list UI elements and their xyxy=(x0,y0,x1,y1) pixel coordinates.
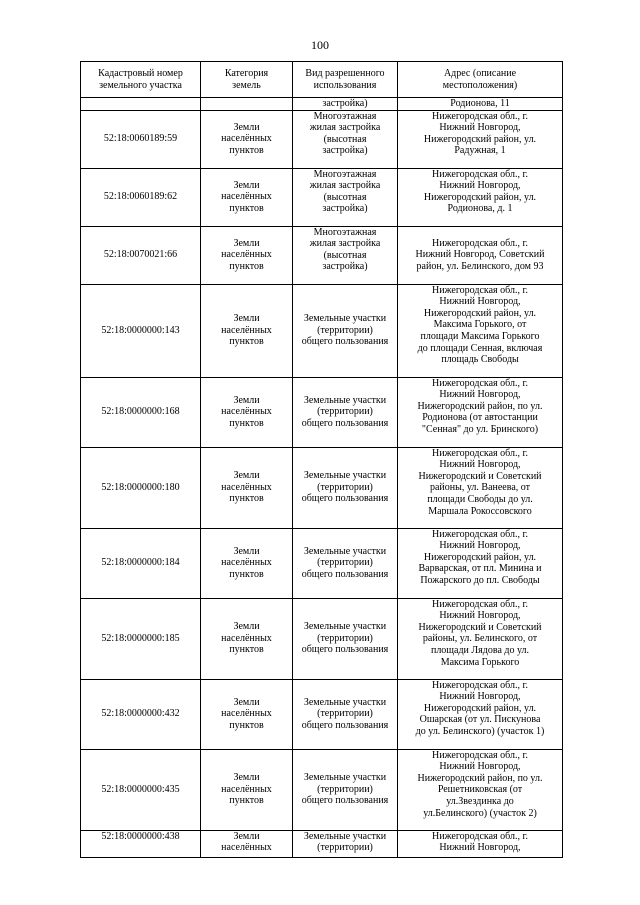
table-row xyxy=(81,226,563,284)
cadastral-number-cell xyxy=(81,98,201,111)
permitted-use-cell: Многоэтажная жилая застройка (высотная застройка) xyxy=(293,226,398,284)
land-category-cell: Земли населённых пунктов xyxy=(201,226,293,284)
permitted-use-cell: Многоэтажная жилая застройка (высотная застройка) xyxy=(293,110,398,168)
table-row xyxy=(81,377,563,447)
cadastral-number-cell: 52:18:0060189:62 xyxy=(81,168,201,226)
table-row xyxy=(81,830,563,857)
table-row xyxy=(81,98,563,111)
cadastral-number-cell: 52:18:0000000:143 xyxy=(81,284,201,377)
address-cell: Нижегородская обл., г. Нижний Новгород, Советский район, ул. Белинского, дом 93 xyxy=(398,226,563,284)
cadastral-number-cell: 52:18:0000000:435 xyxy=(81,749,201,830)
permitted-use-cell: застройка) xyxy=(293,98,398,111)
table-row xyxy=(81,528,563,598)
address-cell: Нижегородская обл., г. Нижний Новгород, Нижегородский район, ул. Ошарская (от ул. Пискунова до ул. Белинского) (участок 1) xyxy=(398,679,563,749)
header-permitted-use: Вид разрешенного использования xyxy=(293,62,398,98)
address-cell: Нижегородская обл., г. Нижний Новгород, Нижегородский район, ул. Варварская, от пл. Минина и Пожарского до пл. Свободы xyxy=(398,528,563,598)
land-category-cell: Земли населённых пунктов xyxy=(201,447,293,528)
header-cadastral-number: Кадастровый номер земельного участка xyxy=(81,62,201,98)
address-cell: Нижегородская обл., г. Нижний Новгород, Нижегородский район, ул. Радужная, 1 xyxy=(398,110,563,168)
cadastral-number-cell: 52:18:0000000:180 xyxy=(81,447,201,528)
page-number: 100 xyxy=(311,38,329,52)
land-category-cell: Земли населённых пунктов xyxy=(201,679,293,749)
permitted-use-cell: Земельные участки (территории) общего пользования xyxy=(293,377,398,447)
land-category-cell: Земли населённых пунктов xyxy=(201,749,293,830)
table-row xyxy=(81,110,563,168)
cadastral-number-cell: 52:18:0000000:438 xyxy=(81,830,201,857)
address-cell: Нижегородская обл., г. Нижний Новгород, Нижегородский район, по ул. Решетниковская (от ул.Звездинка до ул.Белинского) (участок 2) xyxy=(398,749,563,830)
address-cell: Нижегородская обл., г. Нижний Новгород, Нижегородский район, ул. Родионова, д. 1 xyxy=(398,168,563,226)
cadastral-number-cell: 52:18:0000000:168 xyxy=(81,377,201,447)
permitted-use-cell: Земельные участки (территории) общего пользования xyxy=(293,679,398,749)
permitted-use-cell: Многоэтажная жилая застройка (высотная застройка) xyxy=(293,168,398,226)
cadastral-number-cell: 52:18:0000000:432 xyxy=(81,679,201,749)
land-category-cell: Земли населённых пунктов xyxy=(201,168,293,226)
permitted-use-cell: Земельные участки (территории) xyxy=(293,830,398,857)
land-category-cell: Земли населённых пунктов xyxy=(201,598,293,679)
address-cell: Нижегородская обл., г. Нижний Новгород, Нижегородский и Советский районы, ул. Ванеева, от площади Свободы до ул. Маршала Рокоссовского xyxy=(398,447,563,528)
table-row xyxy=(81,447,563,528)
cadastral-number-cell: 52:18:0000000:184 xyxy=(81,528,201,598)
table-row xyxy=(81,168,563,226)
permitted-use-cell: Земельные участки (территории) общего пользования xyxy=(293,528,398,598)
header-land-category: Категория земель xyxy=(201,62,293,98)
land-category-cell: Земли населённых xyxy=(201,830,293,857)
permitted-use-cell: Земельные участки (территории) общего пользования xyxy=(293,598,398,679)
address-cell: Родионова, 11 xyxy=(398,98,563,111)
address-cell: Нижегородская обл., г. Нижний Новгород, Нижегородский и Советский районы, ул. Белинского, от площади Лядова до ул. Максима Горького xyxy=(398,598,563,679)
permitted-use-cell: Земельные участки (территории) общего пользования xyxy=(293,749,398,830)
land-category-cell xyxy=(201,98,293,111)
land-plots-table xyxy=(80,61,563,858)
header-address: Адрес (описание местоположения) xyxy=(398,62,563,98)
address-cell: Нижегородская обл., г. Нижний Новгород, xyxy=(398,830,563,857)
cadastral-number-cell: 52:18:0060189:59 xyxy=(81,110,201,168)
table-row xyxy=(81,598,563,679)
cadastral-number-cell: 52:18:0070021:66 xyxy=(81,226,201,284)
land-category-cell: Земли населённых пунктов xyxy=(201,284,293,377)
land-category-cell: Земли населённых пунктов xyxy=(201,377,293,447)
land-category-cell: Земли населённых пунктов xyxy=(201,110,293,168)
table-row xyxy=(81,284,563,377)
permitted-use-cell: Земельные участки (территории) общего пользования xyxy=(293,447,398,528)
table-row xyxy=(81,749,563,830)
table-header-row xyxy=(81,62,563,98)
table-row xyxy=(81,679,563,749)
permitted-use-cell: Земельные участки (территории) общего пользования xyxy=(293,284,398,377)
address-cell: Нижегородская обл., г. Нижний Новгород, Нижегородский район, по ул. Родионова (от автостанции "Сенная" до ул. Бринского) xyxy=(398,377,563,447)
address-cell: Нижегородская обл., г. Нижний Новгород, Нижегородский район, ул. Максима Горького, от площади Максима Горького до площади Сенная, включая площадь Свободы xyxy=(398,284,563,377)
cadastral-number-cell: 52:18:0000000:185 xyxy=(81,598,201,679)
land-category-cell: Земли населённых пунктов xyxy=(201,528,293,598)
